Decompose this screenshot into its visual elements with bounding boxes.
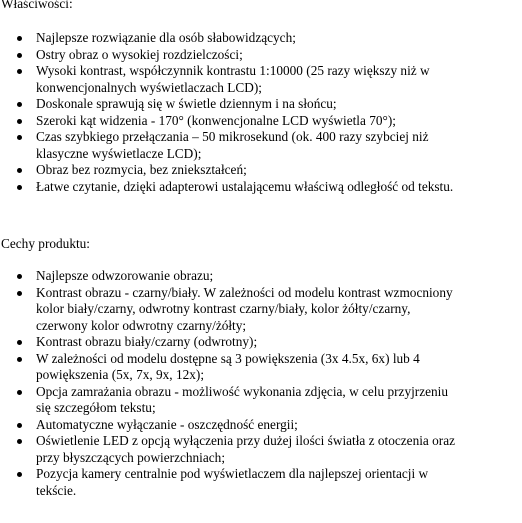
- product-features-heading: Cechy produktu:: [1, 236, 91, 251]
- list-item: Obraz bez rozmycia, bez zniekształceń;: [0, 162, 460, 179]
- properties-heading: Właściwości:: [1, 0, 73, 11]
- list-item: Najlepsze odwzorowanie obrazu;: [0, 268, 460, 285]
- list-item: Wysoki kontrast, współczynnik kontrastu 1:10000 (25 razy większy niż w konwencjonalnych wyświetlaczach LCD);: [0, 63, 460, 96]
- list-item: Łatwe czytanie, dzięki adapterowi ustalającemu właściwą odległość od tekstu.: [0, 179, 460, 196]
- list-item: Pozycja kamery centralnie pod wyświetlaczem dla najlepszej orientacji w tekście.: [0, 466, 460, 499]
- list-item: Najlepsze rozwiązanie dla osób słabowidzących;: [0, 30, 460, 47]
- list-item: Opcja zamrażania obrazu - możliwość wykonania zdjęcia, w celu przyjrzeniu się szczegółom tekstu;: [0, 384, 460, 417]
- list-item: Automatyczne wyłączanie - oszczędność energii;: [0, 417, 460, 434]
- product-features-list: [0, 268, 460, 499]
- list-item: W zależności od modelu dostępne są 3 powiększenia (3x 4.5x, 6x) lub 4 powiększenia (5x, 7x, 9x, 12x);: [0, 351, 460, 384]
- list-item: Czas szybkiego przełączania – 50 mikrosekund (ok. 400 razy szybciej niż klasyczne wyświetlacze LCD);: [0, 129, 460, 162]
- list-item: Oświetlenie LED z opcją wyłączenia przy dużej ilości światła z otoczenia oraz przy błyszczących powierzchniach;: [0, 433, 460, 466]
- list-item: Ostry obraz o wysokiej rozdzielczości;: [0, 47, 460, 64]
- properties-list: [0, 30, 460, 195]
- list-item: Kontrast obrazu - czarny/biały. W zależności od modelu kontrast wzmocniony kolor biały/czarny, odwrotny kontrast czarny/biały, kolor żółty/czarny, czerwony kolor odwrotny czarny/żółty;: [0, 285, 460, 335]
- list-item: Doskonale sprawują się w świetle dziennym i na słońcu;: [0, 96, 460, 113]
- list-item: Kontrast obrazu biały/czarny (odwrotny);: [0, 334, 460, 351]
- list-item: Szeroki kąt widzenia - 170° (konwencjonalne LCD wyświetla 70°);: [0, 113, 460, 130]
